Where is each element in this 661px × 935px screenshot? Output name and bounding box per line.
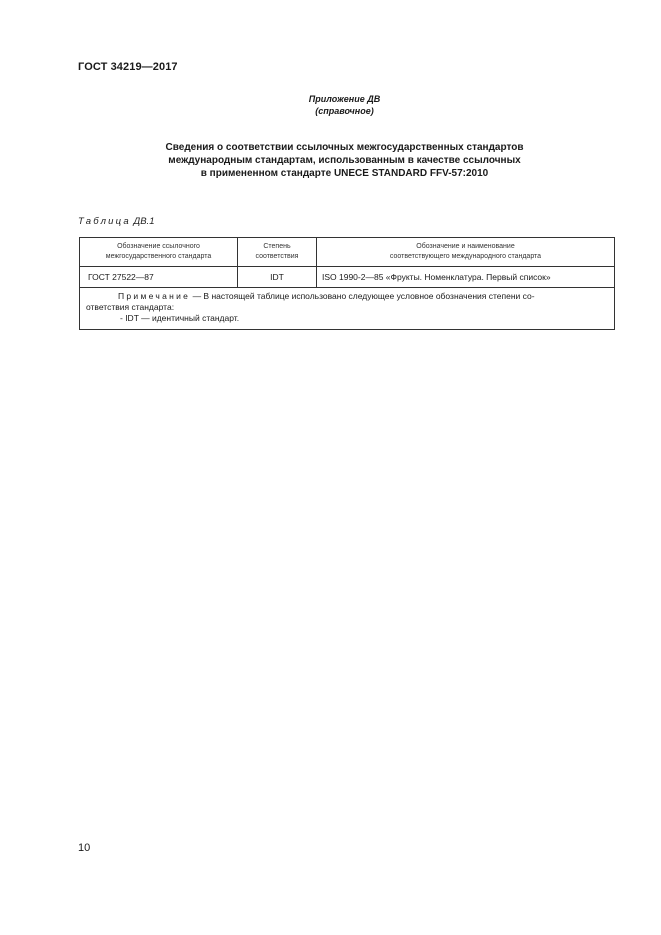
header-reference-standard — [80, 238, 238, 267]
header-correspondence-degree — [238, 238, 317, 267]
title-line-2: международным стандартам, использованным в качестве ссылочных — [168, 155, 521, 166]
header-international-standard — [317, 238, 615, 267]
header-col1-line1: Обозначение ссылочного — [117, 243, 200, 250]
page-number: 10 — [78, 842, 91, 854]
cell-reference-standard: ГОСТ 27522—87 — [80, 267, 238, 288]
table-note — [80, 288, 615, 330]
table-row — [80, 267, 615, 288]
table-caption-id: ДВ.1 — [133, 216, 155, 227]
header-col2-line1: Степень — [263, 243, 291, 250]
appendix-heading — [0, 93, 661, 117]
header-col1-line2: межгосударственного стандарта — [105, 253, 212, 260]
header-col3-line1: Обозначение и наименование — [416, 243, 515, 250]
header-col2-line2: соответствия — [255, 253, 299, 260]
reference-table — [79, 237, 615, 330]
note-text-1: — В настоящей таблице использовано следующее условное обозначения степени со- — [190, 291, 535, 301]
table-note-row — [80, 288, 615, 330]
note-label: Примечание — [118, 291, 191, 301]
title-line-1: Сведения о соответствии ссылочных межгосударственных стандартов — [165, 142, 524, 153]
header-col3-line2: соответствующего международного стандарта — [389, 253, 542, 260]
note-list-item: - IDT — идентичный стандарт. — [120, 313, 240, 323]
appendix-kind: (справочное) — [315, 106, 374, 116]
appendix-name: Приложение ДВ — [308, 94, 381, 104]
cell-international-standard: ISO 1990-2—85 «Фрукты. Номенклатура. Первый список» — [317, 267, 615, 288]
note-line-1 — [86, 291, 608, 302]
table-caption-word: Таблица — [78, 216, 131, 227]
table-caption — [78, 216, 154, 227]
standard-header: ГОСТ 34219—2017 — [78, 61, 178, 73]
appendix-title — [0, 141, 661, 180]
note-line-2: ответствия стандарта: — [86, 302, 175, 312]
table-header-row — [80, 238, 615, 267]
cell-correspondence-degree: IDT — [238, 267, 317, 288]
title-line-3: в примененном стандарте UNECE STANDARD FFV-57:2010 — [200, 168, 489, 179]
